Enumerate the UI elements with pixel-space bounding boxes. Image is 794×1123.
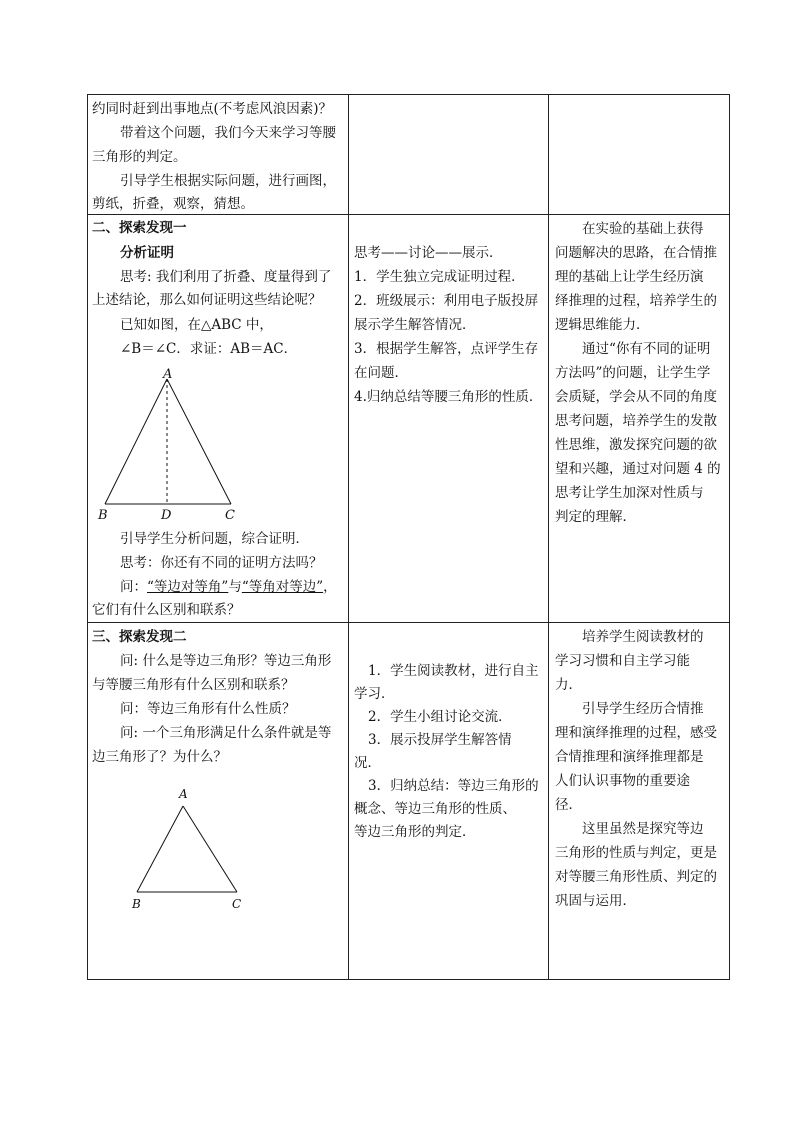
row3-question-3b: 边三角形了？为什么？ (92, 749, 227, 765)
row3-activity-1: 1．学生阅读教材，进行自主 (368, 663, 539, 679)
row3-question-1: 问: 什么是等边三角形？等边三角形 (120, 653, 332, 669)
row3-intent-7: 人们认识事物的重要途 (555, 773, 690, 789)
activity-line-2: 1．学生独立完成证明过程． (354, 269, 525, 285)
activity-line-4: 展示学生解答情况． (354, 317, 476, 333)
column-divider-2 (548, 95, 549, 979)
section-heading-explore-2: 三、探索发现二 (92, 629, 187, 645)
question-conjunction: 与 (228, 579, 242, 595)
row-divider-2 (88, 622, 729, 623)
activity-line-7: 4.归纳总结等腰三角形的性质． (354, 389, 543, 405)
row3-activity-3b: 况． (354, 755, 381, 771)
activity-line-3: 2．班级展示：利用电子版投屏 (354, 293, 539, 309)
row3-activity-1b: 学习． (354, 686, 395, 702)
intent-line-8: 会质疑，学会从不同的角度 (555, 389, 717, 405)
question-line-2: 它们有什么区别和联系？ (92, 602, 241, 618)
vertex-label-b: B (98, 508, 108, 523)
intent-line-4: 绎推理的过程，培养学生的 (555, 293, 717, 309)
vertex-label-a: A (163, 367, 173, 382)
prove-line: ∠B＝∠C．求证：AB＝AC． (120, 341, 298, 357)
row3-activity-2: 2．学生小组讨论交流． (368, 709, 512, 725)
intent-line-7: 方法吗”的问题，让学生学 (555, 365, 711, 381)
vertex-label-c: C (232, 897, 242, 911)
row1-line-5: 剪纸，折叠，观察，猜想。 (92, 196, 254, 212)
given-line: 已知如图，在△ABC 中， (120, 317, 273, 333)
row3-intent-4: 引导学生经历合情推 (582, 701, 704, 717)
think-line-2: 上述结论，那么如何证明这些结论呢？ (92, 292, 322, 308)
subheading-analysis-proof: 分析证明 (120, 245, 174, 261)
row3-intent-11: 对等腰三角形性质、判定的 (555, 869, 717, 885)
row3-question-1b: 与等腰三角形有什么区别和联系？ (92, 677, 295, 693)
vertex-label-a: A (179, 787, 188, 801)
guide-line: 引导学生分析问题，综合证明． (120, 531, 309, 547)
intent-line-11: 望和兴趣，通过对问题 4 的 (555, 461, 721, 477)
activity-line-1: 思考——讨论——展示． (354, 245, 503, 261)
row3-intent-10: 三角形的性质与判定，更是 (555, 845, 717, 861)
column-divider-1 (348, 95, 349, 979)
row1-line-2: 带着这个问题，我们今天来学习等腰 (120, 125, 336, 141)
equilateral-triangle-diagram (133, 800, 253, 900)
vertex-label-c: C (225, 508, 235, 523)
term-equal-sides-equal-angles: “等边对等角” (147, 579, 229, 595)
row3-intent-5: 理和演绎推理的过程，感受 (555, 725, 717, 741)
question-comma: ， (323, 579, 337, 595)
think-line-3: 思考：你还有不同的证明方法吗？ (120, 555, 323, 571)
intent-line-3: 理的基础上让学生经历演 (555, 269, 704, 285)
think-line-1: 思考: 我们利用了折叠、度量得到了 (120, 269, 332, 285)
term-equal-angles-equal-sides: “等角对等边” (241, 579, 324, 595)
row3-activity-4: 3．归纳总结：等边三角形的 (368, 778, 539, 794)
intent-line-6: 通过“你有不同的证明 (582, 341, 711, 357)
activity-line-5: 3．根据学生解答，点评学生存 (354, 341, 539, 357)
row3-intent-9: 这里虽然是探究等边 (582, 821, 704, 837)
row1-line-4: 引导学生根据实际问题，进行画图， (120, 173, 336, 189)
intent-line-9: 思考问题，培养学生的发散 (555, 413, 717, 429)
question-prefix: 问： (120, 579, 147, 595)
vertex-label-d: D (161, 508, 172, 523)
row3-activity-4c: 等边三角形的判定． (354, 824, 476, 840)
intent-line-13: 判定的理解． (555, 509, 636, 525)
row3-activity-4b: 概念、等边三角形的性质、 (354, 801, 516, 817)
question-line-1 (120, 579, 337, 595)
row3-question-3: 问: 一个三角形满足什么条件就是等 (120, 725, 332, 741)
row3-intent-2: 学习习惯和自主学习能 (555, 653, 690, 669)
vertex-label-b: B (132, 897, 141, 911)
row1-line-3: 三角形的判定。 (92, 149, 187, 165)
activity-line-6: 在问题． (354, 365, 408, 381)
intent-line-2: 问题解决的思路，在合情推 (555, 245, 717, 261)
intent-line-12: 思考让学生加深对性质与 (555, 485, 704, 501)
intent-line-10: 性思维，激发探究问题的欲 (555, 437, 717, 453)
isosceles-triangle-diagram (98, 375, 238, 515)
row3-intent-12: 巩固与运用． (555, 893, 636, 909)
row3-intent-3: 力． (555, 677, 582, 693)
row3-intent-6: 合情推理和演绎推理都是 (555, 749, 704, 765)
section-heading-explore-1: 二、探索发现一 (92, 220, 187, 236)
row3-intent-8: 径． (555, 797, 582, 813)
row1-line-1: 约同时赶到出事地点(不考虑风浪因素)？ (92, 101, 333, 117)
intent-line-1: 在实验的基础上获得 (582, 221, 704, 237)
row3-question-2: 问：等边三角形有什么性质？ (120, 701, 296, 717)
row-divider-1 (88, 214, 729, 215)
row3-intent-1: 培养学生阅读教材的 (582, 629, 704, 645)
lesson-table (87, 94, 730, 980)
row3-activity-3: 3．展示投屏学生解答情 (368, 732, 512, 748)
intent-line-5: 逻辑思维能力． (555, 317, 650, 333)
